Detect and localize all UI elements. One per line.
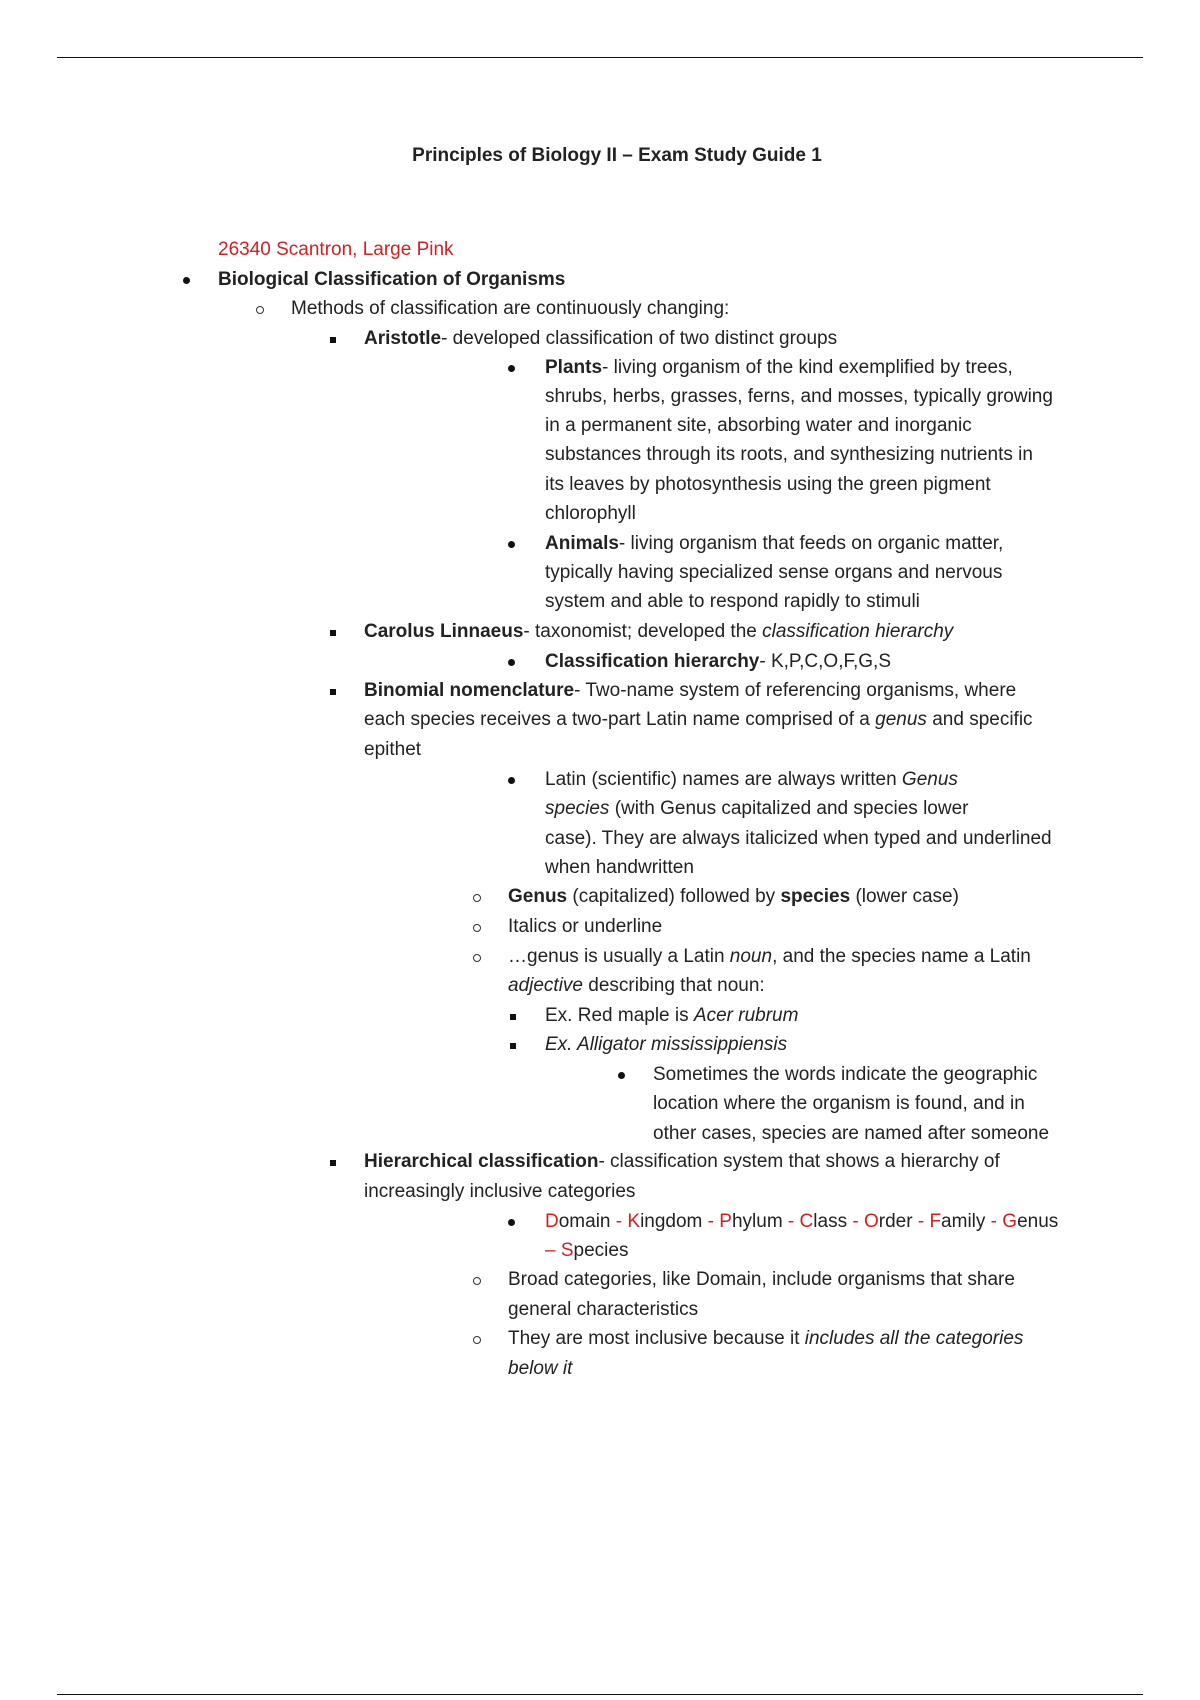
- italics-item: Italics or underline: [508, 916, 663, 937]
- rank-kingdom: [627, 1211, 702, 1232]
- page-title: Principles of Biology II – Exam Study Guide 1: [412, 145, 822, 166]
- plants-line-5: its leaves by photosynthesis using the green pigment: [545, 474, 991, 495]
- class-hierarchy-item: [545, 648, 891, 676]
- plants-line-1: [545, 354, 1013, 382]
- rank-initial: K: [627, 1211, 641, 1232]
- linnaeus-item: [364, 618, 953, 646]
- linnaeus-text: - taxonomist; developed the: [523, 621, 763, 642]
- rank-separator: -: [702, 1211, 720, 1232]
- aristotle-item: [364, 325, 837, 353]
- bullet-square: [510, 1043, 516, 1049]
- rank-list-line-2: [545, 1237, 628, 1265]
- rank-rest: hylum: [731, 1211, 783, 1232]
- rank-initial: C: [799, 1211, 814, 1232]
- rank-separator: -: [782, 1211, 800, 1232]
- latin-line-3: case). They are always italicized when typed and underlined: [545, 828, 1052, 849]
- plants-text: - living organism of the kind exemplified by trees,: [602, 357, 1013, 378]
- latin-genus-italic: Genus: [901, 769, 958, 790]
- example-1: [545, 1002, 798, 1030]
- footer-rule: [57, 1694, 1143, 1695]
- rank-separator: -: [985, 1211, 1003, 1232]
- binomial-line-2: [364, 706, 1033, 734]
- class-hierarchy-text: - K,P,C,O,F,G,S: [759, 651, 892, 672]
- rank-list-line-1: [545, 1208, 1058, 1236]
- latin-line-4: when handwritten: [545, 857, 694, 878]
- linnaeus-term: Carolus Linnaeus: [364, 621, 524, 642]
- genus-species-mid: (capitalized) followed by: [567, 886, 781, 907]
- binomial-text: - Two-name system of referencing organisms, where: [574, 680, 1017, 701]
- aristotle-term: Aristotle: [364, 328, 442, 349]
- hierarchical-text: - classification system that shows a hierarchy of: [598, 1151, 1000, 1172]
- rank-initial: D: [545, 1211, 559, 1232]
- bullet-square: [330, 689, 336, 695]
- bullet-dot: [508, 777, 515, 784]
- animals-line-2: typically having specialized sense organs and nervous: [545, 562, 1003, 583]
- rank-initial: G: [1002, 1211, 1018, 1232]
- plants-line-4: substances through its roots, and synthesizing nutrients in: [545, 444, 1033, 465]
- hierarchical-line-2: increasingly inclusive categories: [364, 1181, 636, 1202]
- bullet-dot: [508, 1219, 515, 1226]
- animals-line-1: [545, 530, 1003, 558]
- rank-rest: ingdom: [640, 1211, 703, 1232]
- header-rule: [57, 57, 1143, 58]
- bullet-square: [330, 1160, 336, 1166]
- binomial-line-3: epithet: [364, 739, 422, 760]
- binomial-term: Binomial nomenclature: [364, 680, 575, 701]
- plants-line-2: shrubs, herbs, grasses, ferns, and mosses, typically growing: [545, 386, 1053, 407]
- rank-order: [864, 1211, 913, 1232]
- plants-line-6: chlorophyll: [545, 503, 636, 524]
- animals-text: - living organism that feeds on organic matter,: [618, 533, 1004, 554]
- genus-noun-a: …genus is usually a Latin: [508, 946, 730, 967]
- aristotle-text: - developed classification of two distinct groups: [441, 328, 838, 349]
- plants-term: Plants: [545, 357, 603, 378]
- latin-line-1: [545, 766, 958, 794]
- rank-separator: -: [847, 1211, 864, 1232]
- binomial-line-1: [364, 677, 1016, 705]
- methods-text: Methods of classification are continuously changing:: [291, 298, 730, 319]
- bullet-dot: [508, 541, 515, 548]
- section-heading: Biological Classification of Organisms: [218, 269, 566, 290]
- rank-class: [800, 1211, 848, 1232]
- animals-line-3: system and able to respond rapidly to stimuli: [545, 591, 920, 612]
- bullet-square: [330, 337, 336, 343]
- binomial-line2-a: each species receives a two-part Latin name comprised of a: [364, 709, 876, 730]
- latin-line2-b: (with Genus capitalized and species lower: [609, 798, 969, 819]
- plants-line-3: in a permanent site, absorbing water and inorganic: [545, 415, 972, 436]
- binomial-genus-italic: genus: [875, 709, 927, 730]
- rank-rest: omain: [558, 1211, 611, 1232]
- bullet-circle: [473, 954, 481, 962]
- example-1-italic: Acer rubrum: [693, 1005, 799, 1026]
- rank-rest: enus: [1017, 1211, 1059, 1232]
- latin-line1-a: Latin (scientific) names are always written: [545, 769, 902, 790]
- class-hierarchy-term: Classification hierarchy: [545, 651, 760, 672]
- rank-domain: [545, 1211, 610, 1232]
- broad-line-2: general characteristics: [508, 1299, 699, 1320]
- example-1-text: Ex. Red maple is: [545, 1005, 694, 1026]
- genus-species-end: (lower case): [850, 886, 959, 907]
- rank-genus: [1002, 1211, 1058, 1232]
- bullet-dot: [618, 1072, 625, 1079]
- inclusive-line-2: below it: [508, 1358, 573, 1379]
- bullet-dot: [183, 277, 190, 284]
- rank-rest: lass: [813, 1211, 848, 1232]
- inclusive-text: They are most inclusive because it: [508, 1328, 805, 1349]
- broad-line-1: Broad categories, like Domain, include organisms that share: [508, 1269, 1015, 1290]
- latin-line-2: [545, 795, 969, 823]
- bullet-circle: [473, 1277, 481, 1285]
- bullet-circle: [473, 924, 481, 932]
- rank-initial: P: [719, 1211, 732, 1232]
- bullet-circle: [256, 306, 264, 314]
- bullet-dot: [508, 365, 515, 372]
- bullet-circle: [473, 894, 481, 902]
- genus-noun-b: , and the species name a Latin: [772, 946, 1031, 967]
- genus-noun-line2-b: describing that noun:: [583, 975, 765, 996]
- rank-separator: -: [912, 1211, 930, 1232]
- rank-rest: pecies: [573, 1240, 629, 1261]
- rank-separator: -: [610, 1211, 628, 1232]
- sometimes-line-2: location where the organism is found, and in: [653, 1093, 1025, 1114]
- rank-initial: F: [929, 1211, 942, 1232]
- animals-term: Animals: [545, 533, 619, 554]
- hierarchical-line-1: [364, 1148, 1000, 1176]
- latin-species-italic: species: [545, 798, 610, 819]
- bullet-square: [510, 1014, 516, 1020]
- species-term: species: [780, 886, 851, 907]
- inclusive-italic: includes all the categories: [804, 1328, 1024, 1349]
- rank-phylum: [719, 1211, 782, 1232]
- genus-term: Genus: [508, 886, 568, 907]
- sometimes-line-3: other cases, species are named after someone: [653, 1123, 1050, 1144]
- genus-noun-line-2: [508, 972, 765, 1000]
- binomial-line2-b: and specific: [926, 709, 1033, 730]
- rank-initial: S: [560, 1240, 574, 1261]
- genus-noun-line-1: [508, 943, 1031, 971]
- rank-rest: amily: [941, 1211, 986, 1232]
- genus-species-item: [508, 883, 959, 911]
- scantron-note: 26340 Scantron, Large Pink: [218, 239, 454, 260]
- inclusive-line-1: [508, 1325, 1023, 1353]
- sometimes-line-1: Sometimes the words indicate the geographic: [653, 1064, 1038, 1085]
- bullet-dot: [508, 659, 515, 666]
- adjective-italic: adjective: [508, 975, 583, 996]
- bullet-circle: [473, 1336, 481, 1344]
- example-2: Ex. Alligator mississippiensis: [545, 1034, 788, 1055]
- hierarchical-term: Hierarchical classification: [364, 1151, 599, 1172]
- rank-family: [929, 1211, 985, 1232]
- noun-italic: noun: [729, 946, 773, 967]
- rank-species: [561, 1240, 629, 1261]
- bullet-square: [330, 630, 336, 636]
- linnaeus-italic: classification hierarchy: [762, 621, 954, 642]
- rank-initial: O: [863, 1211, 879, 1232]
- rank-rest: rder: [878, 1211, 913, 1232]
- rank-separator: –: [545, 1240, 561, 1261]
